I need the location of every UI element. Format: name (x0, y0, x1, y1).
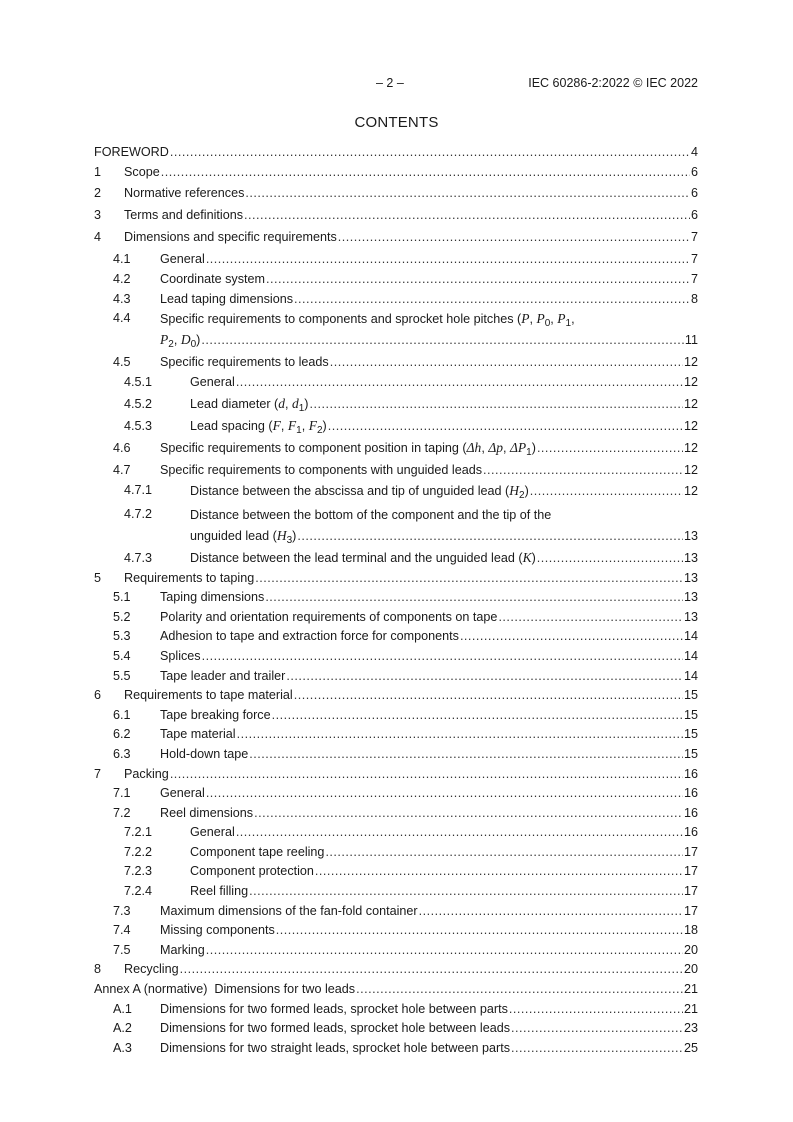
toc-entry-8[interactable]: 8 Recycling ..... 20 (94, 960, 698, 980)
toc-entry-4-7[interactable]: 4.7 Specific requirements to components with unguided leads ..... 12 (94, 459, 698, 481)
toc-page: 4 (690, 145, 698, 159)
toc-entry-4-4[interactable]: 4.4 Specific requirements to components and sprocket hole pitches (P, $P_0$, $P_1$, $P_2$, $D_0$) ..... 11 (94, 309, 698, 351)
toc-entry-a-2[interactable]: A.2 Dimensions for two formed leads, sprocket hole between leads ..... 23 (94, 1019, 698, 1039)
toc-entry-4-1[interactable]: 4.1 General ..... 7 (94, 248, 698, 270)
toc-entry-3[interactable]: 3 Terms and definitions ..... 6 (94, 204, 698, 226)
toc-entry-7-2-3[interactable]: 7.2.3 Component protection ..... 17 (94, 862, 698, 882)
toc-entry-7-3[interactable]: 7.3 Maximum dimensions of the fan-fold container ..... 17 (94, 902, 698, 922)
toc-entry-4-5-2[interactable]: 4.5.2 Lead diameter (d, $d_1$) ..... 12 (94, 393, 698, 415)
toc-entry-4-2[interactable]: 4.2 Coordinate system ..... 7 (94, 270, 698, 290)
toc-entry-2[interactable]: 2 Normative references ..... 6 (94, 182, 698, 204)
toc-entry-5-4[interactable]: 5.4 Splices ..... 14 (94, 647, 698, 667)
toc-entry-4-5-1[interactable]: 4.5.1 General ..... 12 (94, 373, 698, 393)
toc-entry-7[interactable]: 7 Packing ..... 16 (94, 765, 698, 785)
toc-entry-7-2[interactable]: 7.2 Reel dimensions ..... 16 (94, 804, 698, 824)
toc-entry-4-6[interactable]: 4.6 Specific requirements to component position in taping (Δh, Δp, $\Delta P_1$) ..... 12 (94, 437, 698, 459)
toc-entry-4[interactable]: 4 Dimensions and specific requirements ..... 7 (94, 226, 698, 248)
toc-entry-4-7-3[interactable]: 4.7.3 Distance between the lead terminal and the unguided lead (K) ..... 13 (94, 547, 698, 569)
toc-entry-5-1[interactable]: 5.1 Taping dimensions ..... 13 (94, 588, 698, 608)
toc-entry-5-2[interactable]: 5.2 Polarity and orientation requirements of components on tape ..... 13 (94, 608, 698, 628)
table-of-contents (94, 143, 698, 1058)
toc-entry-7-2-2[interactable]: 7.2.2 Component tape reeling ..... 17 (94, 843, 698, 863)
toc-entry-7-5[interactable]: 7.5 Marking ..... 20 (94, 941, 698, 961)
toc-entry-7-1[interactable]: 7.1 General ..... 16 (94, 784, 698, 804)
toc-entry-7-4[interactable]: 7.4 Missing components ..... 18 (94, 921, 698, 941)
toc-entry-4-5-3[interactable]: 4.5.3 Lead spacing (F, $F_1$, $F_2$) ..... 12 (94, 415, 698, 437)
toc-entry-4-7-2[interactable]: 4.7.2 Distance between the bottom of the component and the tip of the unguided lead $(H_3)$ ..... 13 (94, 505, 698, 547)
toc-entry-4-3[interactable]: 4.3 Lead taping dimensions ..... 8 (94, 290, 698, 310)
toc-entry-a-3[interactable]: A.3 Dimensions for two straight leads, sprocket hole between parts ..... 25 (94, 1039, 698, 1059)
toc-entry-5[interactable]: 5 Requirements to taping ..... 13 (94, 569, 698, 589)
toc-entry-4-5[interactable]: 4.5 Specific requirements to leads ..... 12 (94, 351, 698, 373)
toc-entry-6[interactable]: 6 Requirements to tape material ..... 15 (94, 686, 698, 706)
page-header (0, 76, 793, 92)
page-number: – 2 – (376, 76, 404, 90)
toc-entry-7-2-1[interactable]: 7.2.1 General ..... 16 (94, 823, 698, 843)
toc-entry-5-5[interactable]: 5.5 Tape leader and trailer ..... 14 (94, 667, 698, 687)
standard-reference: IEC 60286-2:2022 © IEC 2022 (528, 76, 698, 90)
toc-entry-7-2-4[interactable]: 7.2.4 Reel filling ..... 17 (94, 882, 698, 902)
toc-entry-6-1[interactable]: 6.1 Tape breaking force ..... 15 (94, 706, 698, 726)
toc-entry-4-7-1[interactable]: 4.7.1 Distance between the abscissa and tip of unguided lead $(H_2)$ ..... 12 (94, 481, 698, 501)
toc-entry-6-3[interactable]: 6.3 Hold-down tape ..... 15 (94, 745, 698, 765)
toc-entry-6-2[interactable]: 6.2 Tape material ..... 15 (94, 725, 698, 745)
toc-entry-annex-a[interactable]: Annex A (normative) Dimensions for two leads ..... 21 (94, 980, 698, 1000)
toc-entry-5-3[interactable]: 5.3 Adhesion to tape and extraction force for components ..... 14 (94, 627, 698, 647)
toc-entry-foreword[interactable]: FOREWORD ..... 4 (94, 143, 698, 163)
toc-entry-1[interactable]: 1 Scope ..... 6 (94, 163, 698, 183)
toc-entry-a-1[interactable]: A.1 Dimensions for two formed leads, sprocket hole between parts ..... 21 (94, 1000, 698, 1020)
page-title: CONTENTS (354, 114, 439, 131)
